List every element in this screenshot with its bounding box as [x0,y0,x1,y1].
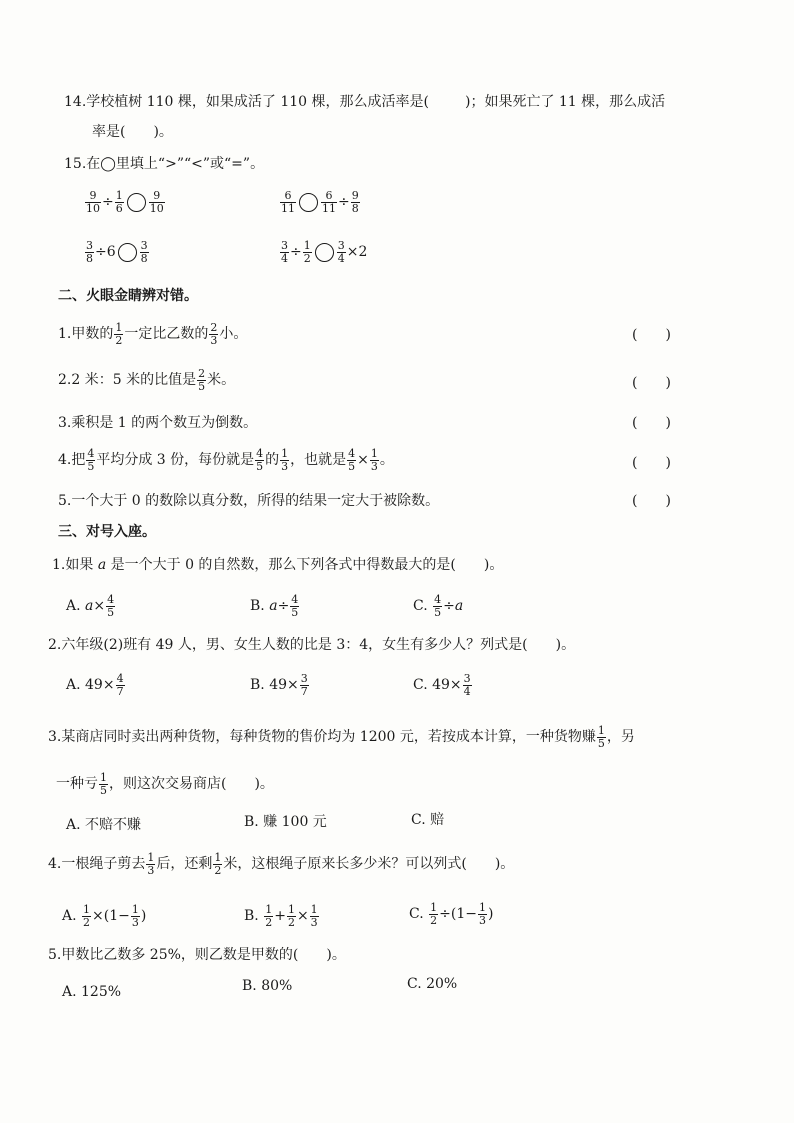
fraction: $\frac{3}{4}$ [463,672,471,698]
section3-title: 三、对号入座。 [58,524,156,540]
choice-q4-option-c[interactable]: C. $\frac{1}{2}$ ÷(1− $\frac{1}{3}$ ) [409,901,494,927]
q15-expr2: $\frac{6}{11}$ $\frac{6}{11}$ ÷ $\frac{9}{8}$ [281,189,359,215]
compare-circle[interactable] [315,243,334,262]
q15-expr1: $\frac{9}{10}$ ÷ $\frac{1}{6}$ $\frac{9}{10}$ [86,189,164,215]
fraction: $\frac{1}{5}$ [597,724,605,750]
fraction: $\frac{1}{3}$ [147,851,155,877]
judge-item-1: 1.甲数的 $\frac{1}{2}$ 一定比乙数的 $\frac{2}{3}$ 小。 [58,321,248,347]
choice-q2-stem: 2.六年级(2)班有 49 人，男、女生人数的比是 3：4，女生有多少人？列式是( )。 [48,637,576,653]
fraction: $\frac{1}{2}$ [265,903,273,929]
answer-paren[interactable]: ( ) [632,375,671,391]
choice-q3-option-b[interactable]: B. 赚 100 元 [244,814,327,830]
compare-circle[interactable] [118,243,137,262]
choice-q3-stem-line1: 3.某商店同时卖出两种货物，每种货物的售价均为 1200 元，若按成本计算，一种货物赚 $\frac{1}{5}$ ，另 [48,724,635,750]
fraction: $\frac{1}{3}$ [131,903,139,929]
fraction: $\frac{6}{11}$ [281,189,295,215]
choice-q3-stem-line2: 一种亏 $\frac{1}{5}$ ，则这次交易商店( )。 [56,771,274,797]
fraction: $\frac{1}{2}$ [303,239,311,265]
fraction: $\frac{1}{2}$ [287,903,295,929]
fraction: $\frac{1}{5}$ [100,771,107,797]
fraction: $\frac{4}{5}$ [434,593,442,619]
judge-item-3: 3.乘积是 1 的两个数互为倒数。 [58,415,258,431]
choice-q1-stem: 1.如果 a 是一个大于 0 的自然数，那么下列各式中得数最大的是( )。 [52,557,504,573]
judge-item-2: 2.2 米：5 米的比值是 $\frac{2}{5}$ 米。 [58,367,236,393]
q15-expr3: $\frac{3}{8}$ ÷6 $\frac{3}{8}$ [86,239,148,265]
fraction: $\frac{3}{4}$ [281,239,288,265]
fraction: $\frac{3}{8}$ [140,239,148,265]
fraction: $\frac{1}{2}$ [214,851,222,877]
choice-q4-stem: 4.一根绳子剪去 $\frac{1}{3}$ 后，还剩 $\frac{1}{2}$ 米，这根绳子原来长多少米？可以列式( )。 [48,851,515,877]
q14-text-b: )；如果死亡了 11 棵，那么成活 [464,94,666,110]
fraction: $\frac{2}{3}$ [210,321,218,347]
q14-text-a: 14.学校植树 110 棵，如果成活了 110 棵，那么成活率是( [64,94,429,110]
choice-q3-option-a[interactable]: A. 不赔不赚 [66,817,142,833]
fraction: $\frac{3}{4}$ [337,239,345,265]
fraction: $\frac{3}{8}$ [86,239,93,265]
fraction: $\frac{3}{7}$ [300,672,308,698]
fraction: $\frac{4}{5}$ [348,447,356,473]
answer-paren[interactable]: ( ) [632,493,671,509]
fraction: $\frac{4}{5}$ [256,447,264,473]
choice-q1-option-c[interactable]: C. $\frac{4}{5}$ ÷a [413,593,464,619]
fraction: $\frac{4}{5}$ [87,447,95,473]
choice-q4-option-b[interactable]: B. $\frac{1}{2}$ + $\frac{1}{2}$ × $\frac{1}{3}$ [244,903,318,929]
fraction: $\frac{1}{3}$ [478,901,486,927]
choice-q4-option-a[interactable]: A. $\frac{1}{2}$ ×(1− $\frac{1}{3}$ ) [62,903,147,929]
fraction: $\frac{2}{5}$ [198,367,206,393]
fraction: $\frac{4}{7}$ [116,672,124,698]
choice-q1-option-b[interactable]: B. a÷ $\frac{4}{5}$ [250,593,299,619]
q15-expr4: $\frac{3}{4}$ ÷ $\frac{1}{2}$ $\frac{3}{4}$ ×2 [281,239,368,265]
answer-paren[interactable]: ( ) [632,415,671,431]
section2-title: 二、火眼金睛辨对错。 [58,288,198,304]
fraction: $\frac{1}{2}$ [83,903,91,929]
fraction: $\frac{1}{2}$ [115,321,123,347]
choice-q5-option-b[interactable]: B. 80% [242,978,293,994]
compare-circle[interactable] [127,193,146,212]
fraction: $\frac{4}{5}$ [291,593,299,619]
choice-q2-option-c[interactable]: C. 49× $\frac{3}{4}$ [413,672,471,698]
choice-q5-option-c[interactable]: C. 20% [407,976,458,992]
choice-q5-stem: 5.甲数比乙数多 25%，则乙数是甲数的( )。 [48,947,346,963]
fraction: $\frac{4}{5}$ [107,593,115,619]
q14-line1 [64,95,665,109]
choice-q2-option-a[interactable]: A. 49× $\frac{4}{7}$ [66,672,124,698]
choice-q1-option-a[interactable]: A. a× $\frac{4}{5}$ [66,593,115,619]
fraction: $\frac{1}{3}$ [370,447,378,473]
q14-line2: 率是( )。 [92,124,173,140]
fraction: $\frac{1}{3}$ [310,903,318,929]
fraction: $\frac{6}{11}$ [322,189,336,215]
fraction: $\frac{9}{8}$ [351,189,359,215]
fraction: $\frac{1}{3}$ [281,447,289,473]
answer-paren[interactable]: ( ) [632,455,671,471]
answer-paren[interactable]: ( ) [632,327,671,343]
fraction: $\frac{9}{10}$ [86,189,100,215]
choice-q3-option-c[interactable]: C. 赔 [411,812,445,828]
choice-q5-option-a[interactable]: A. 125% [62,984,122,1000]
compare-circle[interactable] [299,193,318,212]
fraction: $\frac{1}{2}$ [430,901,438,927]
judge-item-5: 5.一个大于 0 的数除以真分数，所得的结果一定大于被除数。 [58,493,440,509]
fraction: $\frac{9}{10}$ [149,189,164,215]
fraction: $\frac{1}{6}$ [115,189,123,215]
choice-q2-option-b[interactable]: B. 49× $\frac{3}{7}$ [250,672,308,698]
q15-prompt: 15.在◯里填上“>”“<”或“=”。 [64,156,265,172]
judge-item-4: 4.把 $\frac{4}{5}$ 平均分成 3 份，每份就是 $\frac{4}{5}$ 的 $\frac{1}{3}$ ，也就是 $\frac{4}{5}$ × $\frac{1}{3}$ 。 [58,447,394,473]
